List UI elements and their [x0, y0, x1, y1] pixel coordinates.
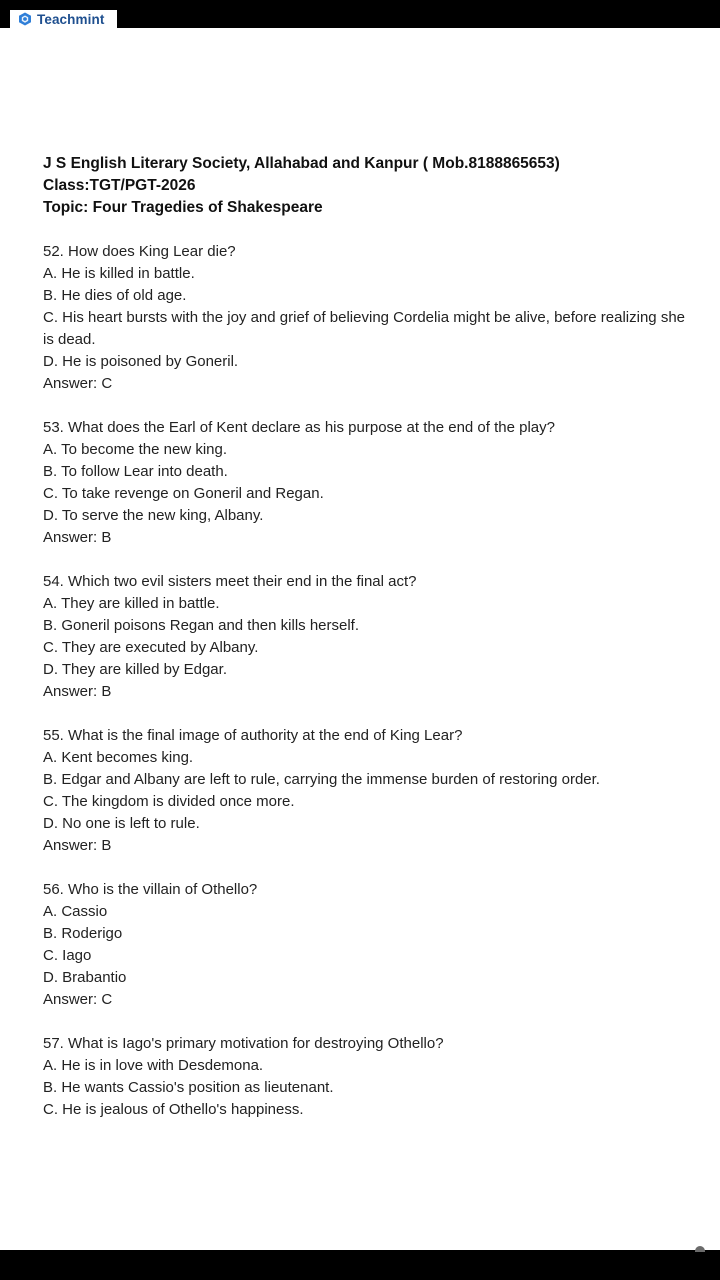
option-c: C. To take revenge on Goneril and Regan. — [43, 485, 324, 502]
question-text: 52. How does King Lear die? — [43, 243, 236, 260]
option-a: A. To become the new king. — [43, 441, 227, 458]
option-b: B. Roderigo — [43, 925, 123, 942]
answer-line: Answer: B — [43, 837, 112, 854]
question-text: 57. What is Iago's primary motivation for destroying Othello? — [43, 1035, 444, 1052]
option-a: A. He is in love with Desdemona. — [43, 1057, 264, 1074]
answer-line: Answer: B — [43, 683, 112, 700]
option-c: C. His heart bursts with the joy and grief of believing Cordelia might be alive, before realizing she is dead. — [43, 309, 685, 348]
teachmint-watermark — [10, 10, 117, 28]
option-d: D. No one is left to rule. — [43, 815, 200, 832]
bottom-navigation-bar — [0, 1250, 720, 1280]
option-a: A. They are killed in battle. — [43, 595, 220, 612]
option-c: C. The kingdom is divided once more. — [43, 793, 295, 810]
option-c: C. He is jealous of Othello's happiness. — [43, 1101, 304, 1118]
option-d: D. He is poisoned by Goneril. — [43, 353, 239, 370]
answer-line: Answer: C — [43, 991, 113, 1008]
class-line: Class:TGT/PGT-2026 — [43, 177, 196, 194]
document-header — [43, 153, 693, 219]
option-d: D. Brabantio — [43, 969, 127, 986]
option-b: B. He wants Cassio's position as lieutenant. — [43, 1079, 334, 1096]
answer-line: Answer: B — [43, 529, 112, 546]
document-page — [43, 153, 693, 1143]
question-block — [43, 571, 693, 703]
question-block — [43, 241, 693, 395]
society-title: J S English Literary Society, Allahabad and Kanpur ( Mob.8188865653) — [43, 155, 560, 172]
option-b: B. To follow Lear into death. — [43, 463, 228, 480]
option-a: A. Cassio — [43, 903, 108, 920]
question-text: 53. What does the Earl of Kent declare as his purpose at the end of the play? — [43, 419, 555, 436]
brand-name: Teachmint — [37, 11, 105, 27]
option-a: A. He is killed in battle. — [43, 265, 195, 282]
question-block — [43, 725, 693, 857]
topic-line: Topic: Four Tragedies of Shakespeare — [43, 199, 323, 216]
question-text: 55. What is the final image of authority at the end of King Lear? — [43, 727, 463, 744]
teachmint-logo-icon — [18, 12, 32, 26]
home-indicator-icon — [695, 1246, 705, 1252]
option-c: C. Iago — [43, 947, 92, 964]
question-block — [43, 417, 693, 549]
option-b: B. He dies of old age. — [43, 287, 187, 304]
option-b: B. Edgar and Albany are left to rule, carrying the immense burden of restoring order. — [43, 771, 600, 788]
option-d: D. They are killed by Edgar. — [43, 661, 227, 678]
question-text: 54. Which two evil sisters meet their end in the final act? — [43, 573, 417, 590]
option-c: C. They are executed by Albany. — [43, 639, 259, 656]
option-b: B. Goneril poisons Regan and then kills herself. — [43, 617, 360, 634]
question-block — [43, 1033, 693, 1121]
question-text: 56. Who is the villain of Othello? — [43, 881, 258, 898]
option-d: D. To serve the new king, Albany. — [43, 507, 264, 524]
option-a: A. Kent becomes king. — [43, 749, 194, 766]
answer-line: Answer: C — [43, 375, 113, 392]
question-block — [43, 879, 693, 1011]
